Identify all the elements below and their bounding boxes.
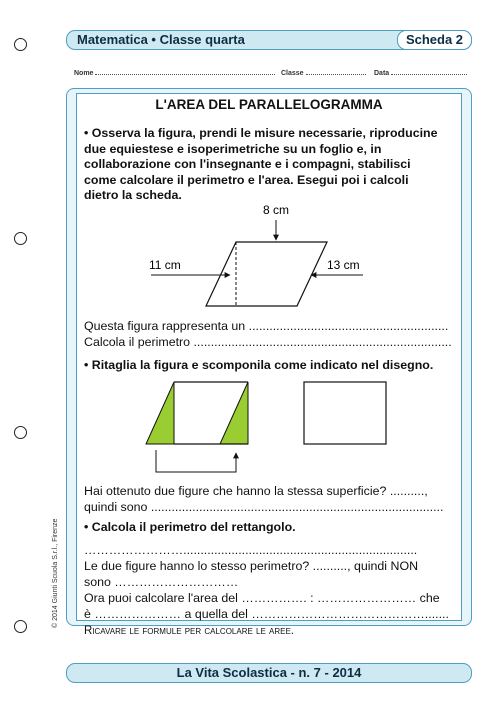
instruction-line: due equiestese e isoperimetriche su un foglio e, in	[84, 141, 382, 156]
label-left: 11 cm	[149, 258, 181, 272]
final-note: Ricavare le formule per calcolare le aree.	[84, 625, 294, 637]
instruction-line: • Calcola il perimetro del rettangolo.	[84, 520, 296, 534]
answer-line[interactable]: sono …………………………	[84, 575, 239, 589]
label-right: 13 cm	[327, 258, 360, 272]
label-top: 8 cm	[262, 203, 290, 217]
date-label: Data	[374, 70, 390, 77]
name-label: Nome	[74, 70, 94, 77]
footer-bar: La Vita Scolastica - n. 7 - 2014	[66, 663, 472, 683]
green-triangle-left	[146, 382, 174, 444]
parallelogram	[206, 242, 327, 306]
answer-line[interactable]: Hai ottenuto due figure che hanno la stessa superficie? ..........,	[84, 484, 428, 498]
instruction-line: dietro la scheda.	[84, 188, 182, 202]
answer-line[interactable]: è ………………… a quella del …………………………………….......	[84, 607, 449, 621]
answer-line[interactable]: Ora puoi calcolare l'area del ……………. : …………………… che	[84, 591, 440, 605]
sheet-badge: Scheda 2	[397, 30, 472, 50]
instruction-line: collaborazione con l'insegnante e i compagni, stabilisci	[84, 157, 411, 171]
instruction-line: • Ritaglia la figura e scomponila come indicato nel disegno.	[84, 358, 434, 372]
worksheet-title: L'AREA DEL PARALLELOGRAMMA	[155, 97, 383, 112]
answer-line[interactable]: quindi sono .....................................................................................	[84, 500, 444, 514]
green-triangle-right	[220, 382, 248, 444]
answer-line[interactable]: ……………………....................................................................	[84, 543, 418, 557]
header-title: Matematica • Classe quarta	[77, 32, 245, 47]
rectangle-figure	[304, 382, 386, 444]
move-arrow	[156, 450, 236, 472]
answer-line[interactable]: Questa figura rappresenta un ..........................................................	[84, 319, 449, 333]
class-label: Classe	[281, 70, 304, 77]
instruction-line: • Osserva la figura, prendi le misure necessarie, riproducine	[84, 126, 438, 140]
answer-line[interactable]: Calcola il perimetro ...........................................................................	[84, 335, 452, 349]
copyright: © 2014 Giunti Scuola S.r.l., Firenze	[52, 518, 59, 628]
instruction-line: come calcolare il perimetro e l'area. Esegui poi i calcoli	[84, 172, 409, 187]
answer-line[interactable]: Le due figure hanno lo stesso perimetro? .........., quindi NON	[84, 559, 419, 573]
